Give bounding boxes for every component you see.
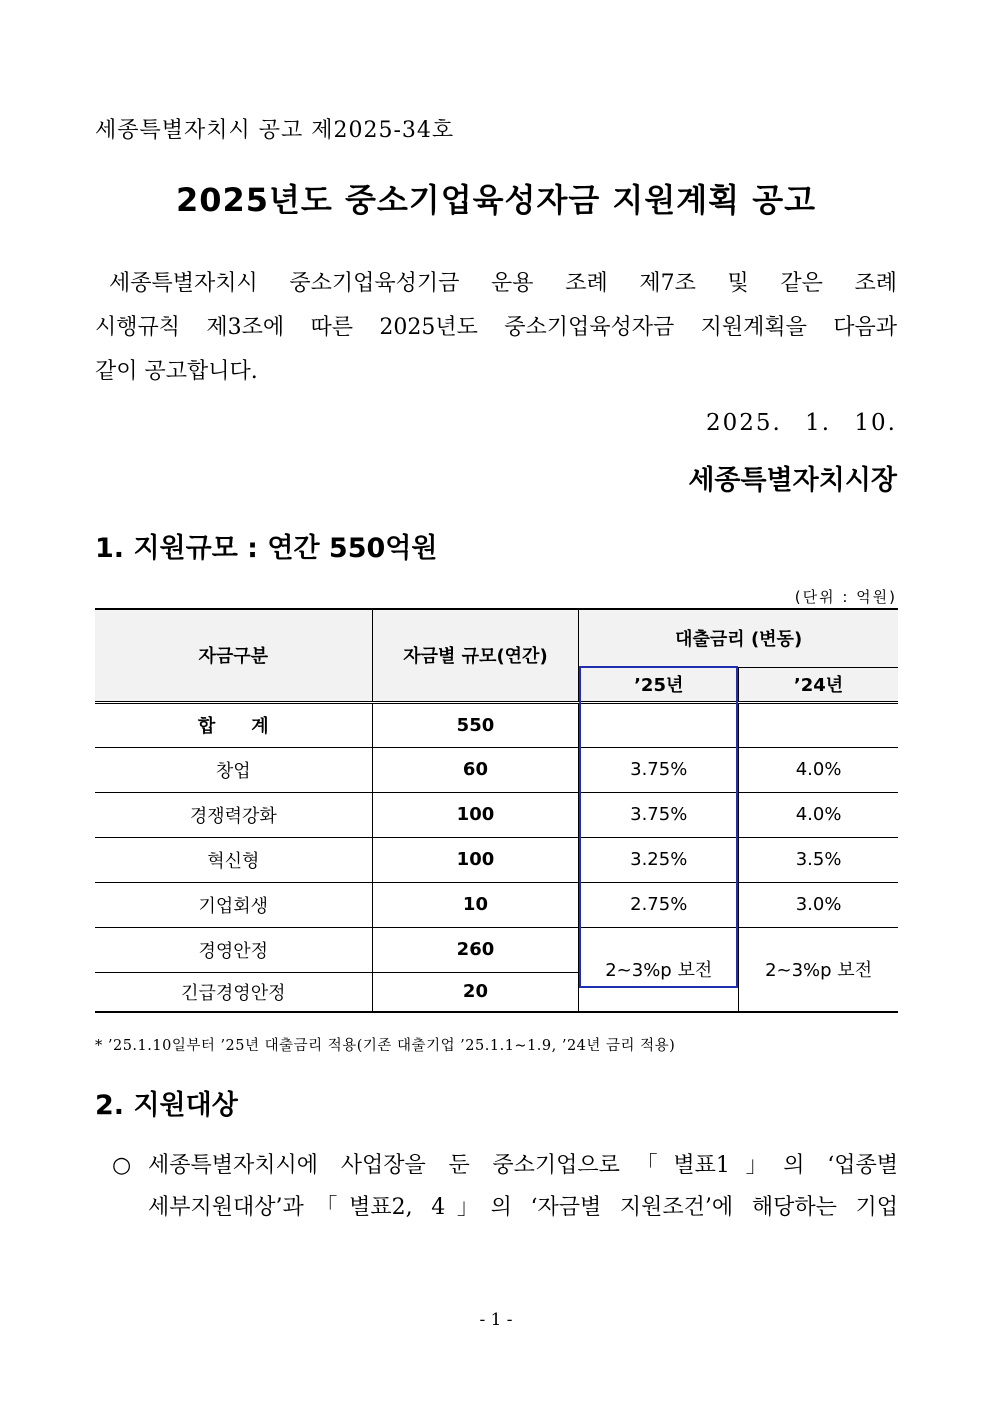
table-row xyxy=(95,882,898,927)
header-year-24: ’24년 xyxy=(739,667,898,702)
issuer: 세종특별자치시장 xyxy=(688,465,897,496)
bullet-line-2: 세부지원대상’과「별표2, 4」의 ‘자금별 지원조건’에 해당하는 기업 xyxy=(148,1195,898,1220)
row-category: 경쟁력강화 xyxy=(95,792,372,837)
section-2-bullet xyxy=(112,1145,898,1229)
total-label: 합 계 xyxy=(95,702,372,747)
circle-bullet-icon: ○ xyxy=(112,1153,132,1178)
row-category: 긴급경영안정 xyxy=(95,972,372,1012)
merged-rate-25: 2~3%p 보전 xyxy=(579,927,739,1012)
section-1-heading: 1. 지원규모 : 연간 550억원 xyxy=(95,533,438,564)
row-scale: 100 xyxy=(372,792,579,837)
header-category: 자금구분 xyxy=(95,609,372,702)
intro-paragraph xyxy=(95,262,897,394)
bullet-line-1: 세종특별자치시에 사업장을 둔 중소기업으로「별표1」의 ‘업종별 xyxy=(148,1153,898,1178)
row-rate-24: 3.5% xyxy=(739,837,898,882)
notice-date: 2025. 1. 10. xyxy=(706,410,897,436)
table-row xyxy=(95,837,898,882)
section-2-heading: 2. 지원대상 xyxy=(95,1090,238,1121)
intro-line-3: 같이 공고합니다. xyxy=(95,359,258,384)
row-scale: 260 xyxy=(372,927,579,972)
row-category: 혁신형 xyxy=(95,837,372,882)
table-row xyxy=(95,747,898,792)
row-category: 경영안정 xyxy=(95,927,372,972)
row-rate-24: 3.0% xyxy=(739,882,898,927)
row-scale: 100 xyxy=(372,837,579,882)
notice-number: 세종특별자치시 공고 제2025-34호 xyxy=(95,118,455,143)
table-row xyxy=(95,792,898,837)
table-row xyxy=(95,927,898,972)
header-rate: 대출금리 (변동) xyxy=(579,609,898,667)
intro-line-1: 세종특별자치시 중소기업육성기금 운용 조례 제7조 및 같은 조례 xyxy=(109,271,897,296)
row-rate-25: 3.25% xyxy=(579,837,739,882)
row-category: 창업 xyxy=(95,747,372,792)
table-footnote: * ’25.1.10일부터 ’25년 대출금리 적용(기존 대출기업 ’25.1.1∼1.9, ’24년 금리 적용) xyxy=(95,1038,676,1054)
header-scale: 자금별 규모(연간) xyxy=(372,609,579,702)
row-rate-25: 3.75% xyxy=(579,792,739,837)
row-scale: 60 xyxy=(372,747,579,792)
row-scale: 20 xyxy=(372,972,579,1012)
row-rate-25: 2.75% xyxy=(579,882,739,927)
table-row-total xyxy=(95,702,898,747)
merged-rate-24: 2~3%p 보전 xyxy=(739,927,898,1012)
row-rate-24: 4.0% xyxy=(739,747,898,792)
unit-note: (단위 : 억원) xyxy=(794,588,897,606)
intro-line-2: 시행규칙 제3조에 따른 2025년도 중소기업육성자금 지원계획을 다음과 xyxy=(95,315,897,340)
fund-table xyxy=(95,608,898,1013)
row-category: 기업회생 xyxy=(95,882,372,927)
page-number: - 1 - xyxy=(479,1310,513,1330)
header-year-25: ’25년 xyxy=(579,667,739,702)
document-title: 2025년도 중소기업육성자금 지원계획 공고 xyxy=(175,181,817,219)
row-rate-25: 3.75% xyxy=(579,747,739,792)
total-value: 550 xyxy=(372,702,579,747)
row-rate-24: 4.0% xyxy=(739,792,898,837)
row-scale: 10 xyxy=(372,882,579,927)
